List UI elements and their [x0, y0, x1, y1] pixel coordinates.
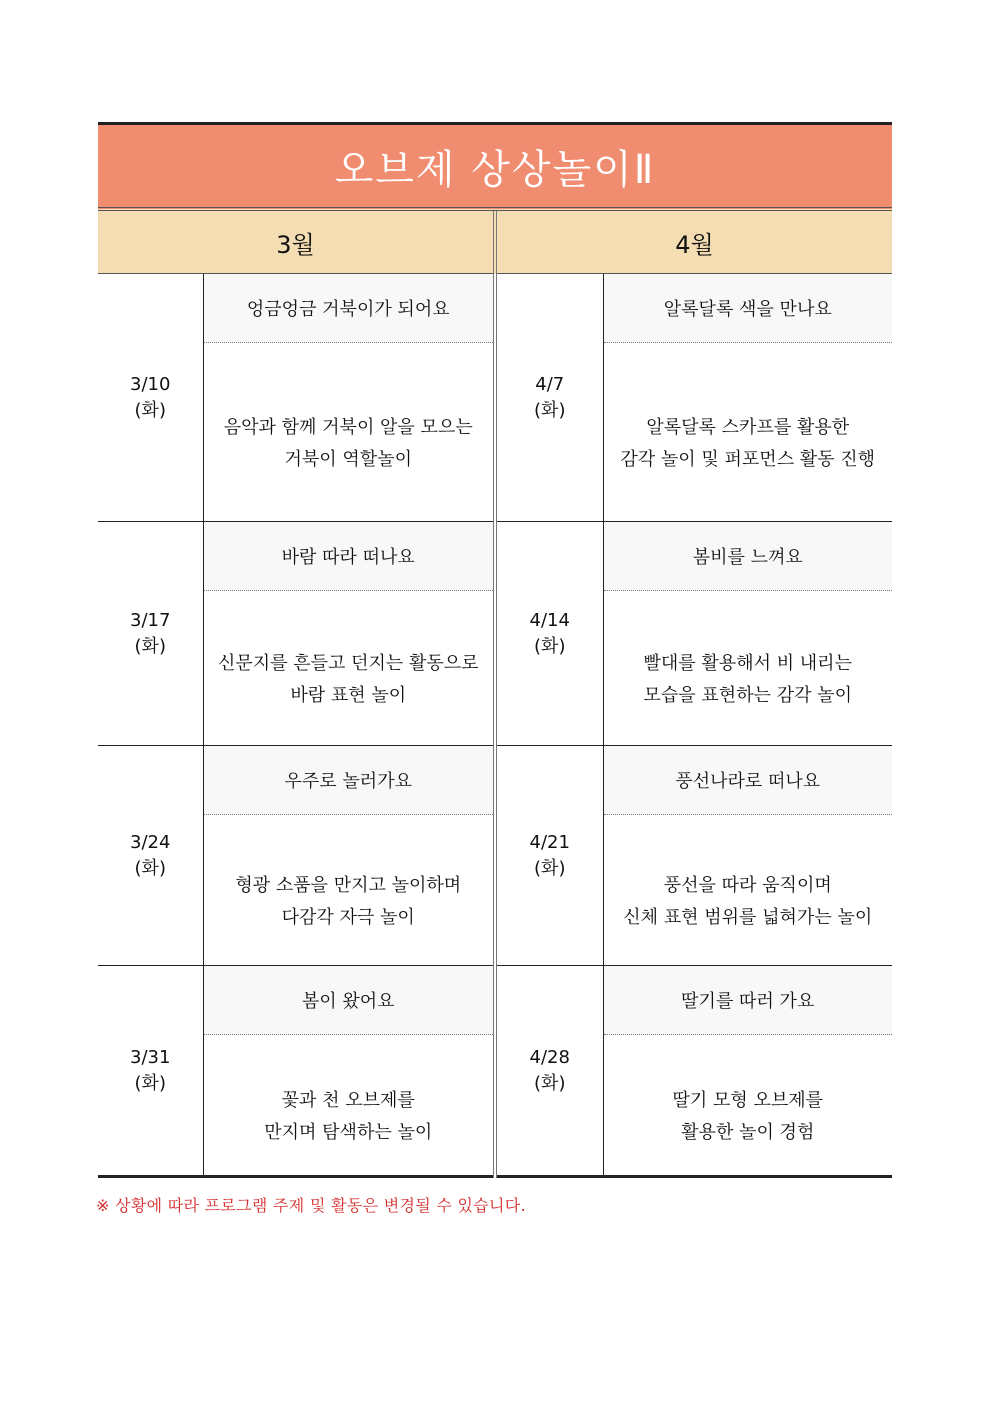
session-weekday: (화) — [534, 399, 566, 421]
description-line: 음악과 함께 거북이 알을 모으는 — [223, 417, 473, 438]
session-date-number: 3/31 — [130, 1046, 171, 1068]
session-description — [603, 591, 892, 746]
session-date-number: 3/10 — [130, 373, 171, 395]
session-topic: 풍선나라로 떠나요 — [603, 746, 892, 815]
schedule-row — [98, 966, 892, 1035]
session-description — [203, 343, 495, 522]
schedule-row — [98, 274, 892, 343]
month-header-march: 3월 — [98, 209, 495, 274]
description-line: 딸기 모형 오브제를 — [672, 1090, 824, 1111]
description-line: 감각 놀이 및 퍼포먼스 활동 진행 — [620, 449, 876, 470]
description-line: 빨대를 활용해서 비 내리는 — [643, 653, 852, 674]
month-header-april: 4월 — [495, 209, 892, 274]
description-line: 거북이 역할놀이 — [284, 449, 412, 470]
description-line: 형광 소품을 만지고 놀이하며 — [235, 875, 462, 896]
session-date — [98, 746, 203, 966]
schedule-row — [98, 746, 892, 815]
session-date — [98, 274, 203, 522]
program-schedule-table — [98, 122, 892, 1178]
session-weekday: (화) — [134, 399, 166, 421]
session-description — [603, 1035, 892, 1177]
session-topic: 봄비를 느껴요 — [603, 522, 892, 591]
session-description — [203, 815, 495, 966]
session-date-number: 3/24 — [130, 831, 171, 853]
session-weekday: (화) — [134, 857, 166, 879]
description-line: 만지며 탐색하는 놀이 — [264, 1122, 433, 1143]
session-description — [203, 591, 495, 746]
session-date-number: 4/7 — [535, 373, 565, 395]
session-weekday: (화) — [534, 857, 566, 879]
session-date-number: 3/17 — [130, 609, 171, 631]
schedule-row — [98, 522, 892, 591]
session-weekday: (화) — [134, 1072, 166, 1094]
footnote-notice: ※ 상황에 따라 프로그램 주제 및 활동은 변경될 수 있습니다. — [96, 1196, 526, 1215]
session-weekday: (화) — [534, 635, 566, 657]
session-date — [98, 522, 203, 746]
page-title: 오브제 상상놀이Ⅱ — [98, 124, 892, 210]
session-date — [495, 966, 603, 1177]
session-weekday: (화) — [534, 1072, 566, 1094]
session-date — [98, 966, 203, 1177]
description-line: 신문지를 흔들고 던지는 활동으로 — [217, 653, 479, 674]
session-topic: 바람 따라 떠나요 — [203, 522, 495, 591]
description-line: 모습을 표현하는 감각 놀이 — [643, 685, 852, 706]
session-date-number: 4/14 — [529, 609, 570, 631]
session-description — [603, 343, 892, 522]
description-line: 알록달록 스카프를 활용한 — [646, 417, 850, 438]
session-topic: 봄이 왔어요 — [203, 966, 495, 1035]
description-line: 다감각 자극 놀이 — [281, 907, 415, 928]
session-topic: 딸기를 따러 가요 — [603, 966, 892, 1035]
session-topic: 엉금엉금 거북이가 되어요 — [203, 274, 495, 343]
session-description — [603, 815, 892, 966]
session-topic: 우주로 놀러가요 — [203, 746, 495, 815]
session-topic: 알록달록 색을 만나요 — [603, 274, 892, 343]
description-line: 꽃과 천 오브제를 — [281, 1090, 415, 1111]
session-date — [495, 746, 603, 966]
description-line: 신체 표현 범위를 넓혀가는 놀이 — [623, 907, 873, 928]
session-date-number: 4/28 — [529, 1046, 570, 1068]
session-weekday: (화) — [134, 635, 166, 657]
session-date-number: 4/21 — [529, 831, 570, 853]
session-date — [495, 274, 603, 522]
description-line: 바람 표현 놀이 — [290, 685, 407, 706]
description-line: 풍선을 따라 움직이며 — [663, 875, 832, 896]
description-line: 활용한 놀이 경험 — [681, 1122, 815, 1143]
session-description — [203, 1035, 495, 1177]
session-date — [495, 522, 603, 746]
